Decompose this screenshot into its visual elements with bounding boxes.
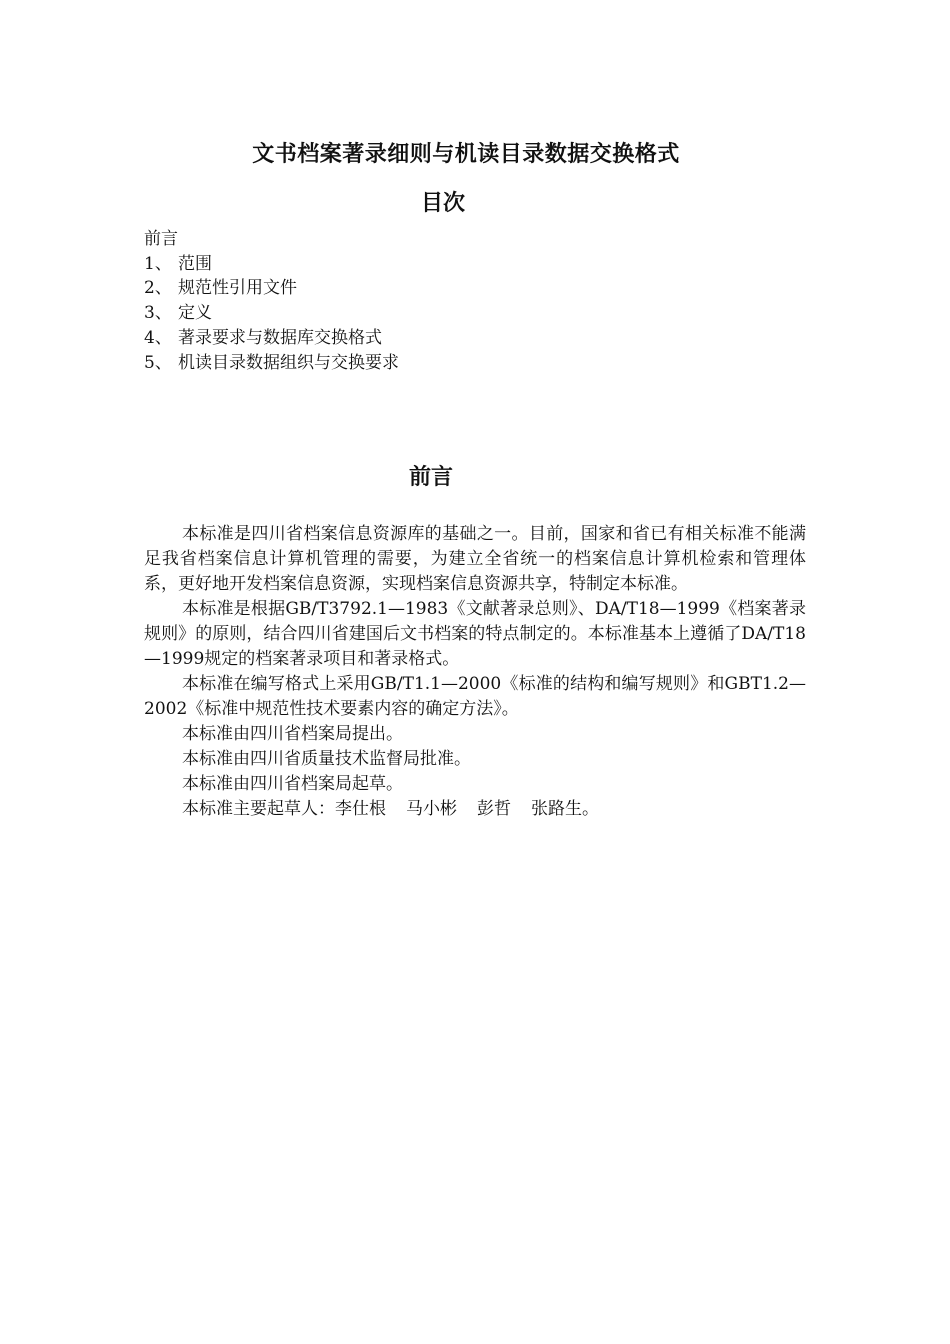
toc-item-number: 2、	[144, 278, 172, 299]
toc-item-number: 5、	[144, 352, 172, 373]
toc-item-label: 规范性引用文件	[178, 278, 297, 299]
toc-item-label: 机读目录数据组织与交换要求	[178, 352, 399, 373]
toc-item-preface	[144, 227, 399, 252]
toc-item-number: 3、	[144, 303, 172, 324]
toc-heading: 目次	[420, 190, 465, 216]
toc-item-number: 1、	[144, 253, 172, 274]
preface-paragraph: 本标准由四川省档案局提出。	[182, 724, 403, 744]
toc-item-number: 4、	[144, 327, 172, 348]
toc-item-label: 著录要求与数据库交换格式	[178, 327, 382, 348]
toc-item-definitions	[144, 301, 399, 326]
preface-paragraph: 本标准由四川省档案局起草。	[182, 774, 403, 794]
drafter-name: 马小彬	[406, 799, 457, 819]
toc-item-normative-references	[144, 276, 399, 301]
preface-body	[144, 522, 806, 822]
drafter-name: 彭哲	[477, 799, 511, 819]
drafter-name: 李仕根	[335, 799, 386, 819]
toc-item-label: 前言	[144, 229, 178, 249]
toc-item-scope	[144, 252, 399, 277]
drafter-name: 张路生。	[531, 799, 599, 819]
preface-heading: 前言	[408, 464, 453, 490]
preface-paragraph: 本标准在编写格式上采用GB/T1.1—2000《标准的结构和编写规则》和GBT1.2—2002《标准中规范性技术要素内容的确定方法》。	[144, 674, 806, 719]
preface-paragraph: 本标准由四川省质量技术监督局批准。	[182, 749, 471, 769]
toc-item-description-requirements	[144, 326, 399, 351]
toc-item-label: 范围	[178, 253, 212, 274]
table-of-contents	[144, 227, 399, 375]
drafters-prefix: 本标准主要起草人：	[182, 799, 335, 819]
toc-item-machine-readable-catalog	[144, 351, 399, 376]
preface-paragraph: 本标准是根据GB/T3792.1—1983《文献著录总则》、DA/T18—1999《档案著录规则》的原则，结合四川省建国后文书档案的特点制定的。本标准基本上遵循了DA/T18—1999规定的档案著录项目和著录格式。	[144, 599, 806, 669]
preface-paragraph: 本标准是四川省档案信息资源库的基础之一。目前，国家和省已有相关标准不能满足我省档案信息计算机管理的需要，为建立全省统一的档案信息计算机检索和管理体系，更好地开发档案信息资源，实现档案信息资源共享，特制定本标准。	[144, 524, 806, 594]
drafters-paragraph	[144, 797, 806, 822]
document-title: 文书档案著录细则与机读目录数据交换格式	[252, 141, 680, 167]
toc-item-label: 定义	[178, 303, 212, 324]
